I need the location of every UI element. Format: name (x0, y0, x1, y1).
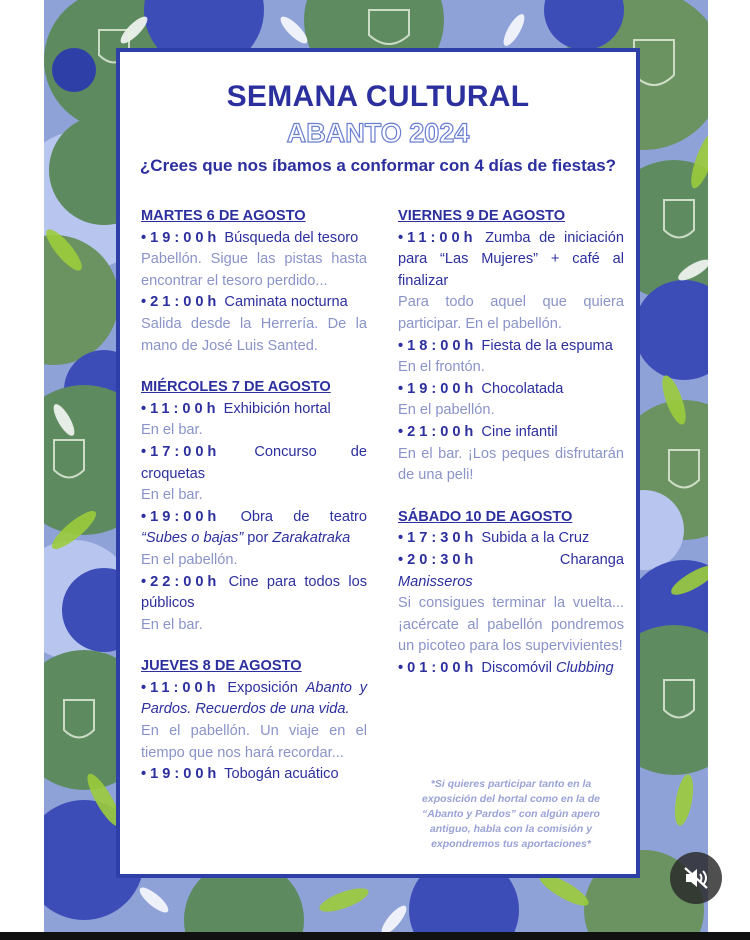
event-place: Salida desde la Herrería. De la mano de José Luis Santed. (141, 315, 367, 354)
event-title: Obra de teatro (220, 508, 367, 525)
event-time: •11:00h (141, 400, 220, 417)
event-item (141, 228, 367, 250)
bottom-bar (0, 932, 750, 940)
speaker-muted-icon (683, 866, 709, 890)
event-title: Abanto y Pardos. Recuerdos de una vida. (141, 679, 367, 718)
event-time: •17:30h (398, 530, 478, 547)
event-place: En el frontón. (398, 359, 485, 376)
event-title: Subida a la Cruz (477, 530, 590, 547)
day-heading: MIÉRCOLES 7 DE AGOSTO (141, 379, 331, 396)
event-title: Tobogán acuático (220, 766, 339, 783)
event-item (398, 422, 624, 444)
event-title: Zarakatraka (272, 530, 351, 547)
event-place: En el bar. (141, 616, 203, 633)
event-item (398, 336, 624, 358)
event-item (141, 399, 367, 421)
event-place: Pabellón. Sigue las pistas hasta encontrar el tesoro perdido... (141, 251, 367, 289)
event-place: En el bar. ¡Los peques disfrutarán de una peli! (398, 445, 624, 484)
event-time: •11:00h (398, 229, 477, 246)
event-title: Búsqueda del tesoro (220, 229, 359, 246)
event-title: Chocolatada (477, 380, 564, 397)
event-title: por (243, 530, 273, 547)
event-item (398, 379, 624, 401)
event-title: Exhibición hortal (219, 400, 331, 417)
event-title: Discomóvil (477, 659, 557, 676)
event-title: Fiesta de la espuma (477, 337, 613, 354)
right-column (398, 206, 624, 679)
event-place: En el pabellón. (141, 551, 238, 568)
event-place: En el pabellón. (398, 402, 495, 419)
mute-button[interactable] (670, 852, 722, 904)
page-subtitle: ABANTO 2024 (286, 118, 470, 148)
event-time: •21:00h (141, 294, 221, 311)
event-item (141, 507, 367, 550)
event-title: Concurso de croquetas (141, 443, 367, 482)
left-column (141, 206, 367, 786)
event-title: Charanga (477, 551, 624, 568)
event-time: •20:30h (398, 551, 478, 568)
event-place: En el pabellón. Un viaje en el tiempo que nos hará recordar... (141, 723, 367, 761)
event-time: •19:00h (141, 766, 221, 783)
day-heading: VIERNES 9 DE AGOSTO (398, 208, 566, 224)
event-place: Si consigues terminar la vuelta... ¡acércate al pabellón pondremos un picoteo para los supervivientes! (398, 595, 624, 655)
event-time: •11:00h (141, 679, 220, 696)
event-item (398, 228, 624, 293)
program-panel (116, 48, 640, 878)
event-item (141, 292, 367, 314)
event-title: Manisseros (398, 573, 473, 590)
event-item (141, 678, 367, 721)
event-title: Clubbing (556, 659, 614, 676)
event-item (141, 572, 367, 615)
event-time: •21:00h (398, 423, 478, 440)
event-item (398, 658, 624, 680)
day-heading: MARTES 6 DE AGOSTO (141, 208, 306, 224)
poster (44, 0, 708, 932)
page-title: SEMANA CULTURAL (226, 80, 530, 113)
day-heading: SÁBADO 10 DE AGOSTO (398, 508, 573, 525)
event-title: “Subes o bajas” (141, 530, 244, 547)
event-time: •19:00h (398, 380, 478, 397)
event-time: •22:00h (141, 573, 221, 590)
event-place: Para todo aquel que quiera participar. En el pabellón. (398, 294, 624, 332)
event-place: En el bar. (141, 422, 203, 439)
event-time: •19:00h (141, 229, 221, 246)
day-heading: JUEVES 8 DE AGOSTO (141, 658, 302, 675)
event-title: Exposición (219, 679, 306, 696)
event-time: •19:00h (141, 508, 221, 525)
event-item (398, 528, 624, 550)
event-title: Zumba de iniciación para “Las Mujeres” + café al finalizar (398, 229, 624, 289)
event-item (141, 764, 367, 786)
tagline-question: ¿Crees que nos íbamos a conformar con 4 días de fiestas? (139, 156, 617, 175)
event-title: Cine infantil (477, 423, 558, 440)
participation-note: *Si quieres participar tanto en la exposición del hortal como en la de “Abanto y Pardos” con algún apero antiguo, habla con la comisión y expondremos tus aportaciones* (422, 778, 600, 850)
event-place: En el bar. (141, 487, 203, 504)
event-title: Cine para todos los públicos (141, 573, 367, 612)
event-time: •01:00h (398, 659, 478, 676)
event-item (141, 442, 367, 485)
event-title: Caminata nocturna (220, 294, 348, 311)
event-time: •17:00h (141, 443, 221, 460)
event-time: •18:00h (398, 337, 478, 354)
event-item (398, 550, 624, 593)
